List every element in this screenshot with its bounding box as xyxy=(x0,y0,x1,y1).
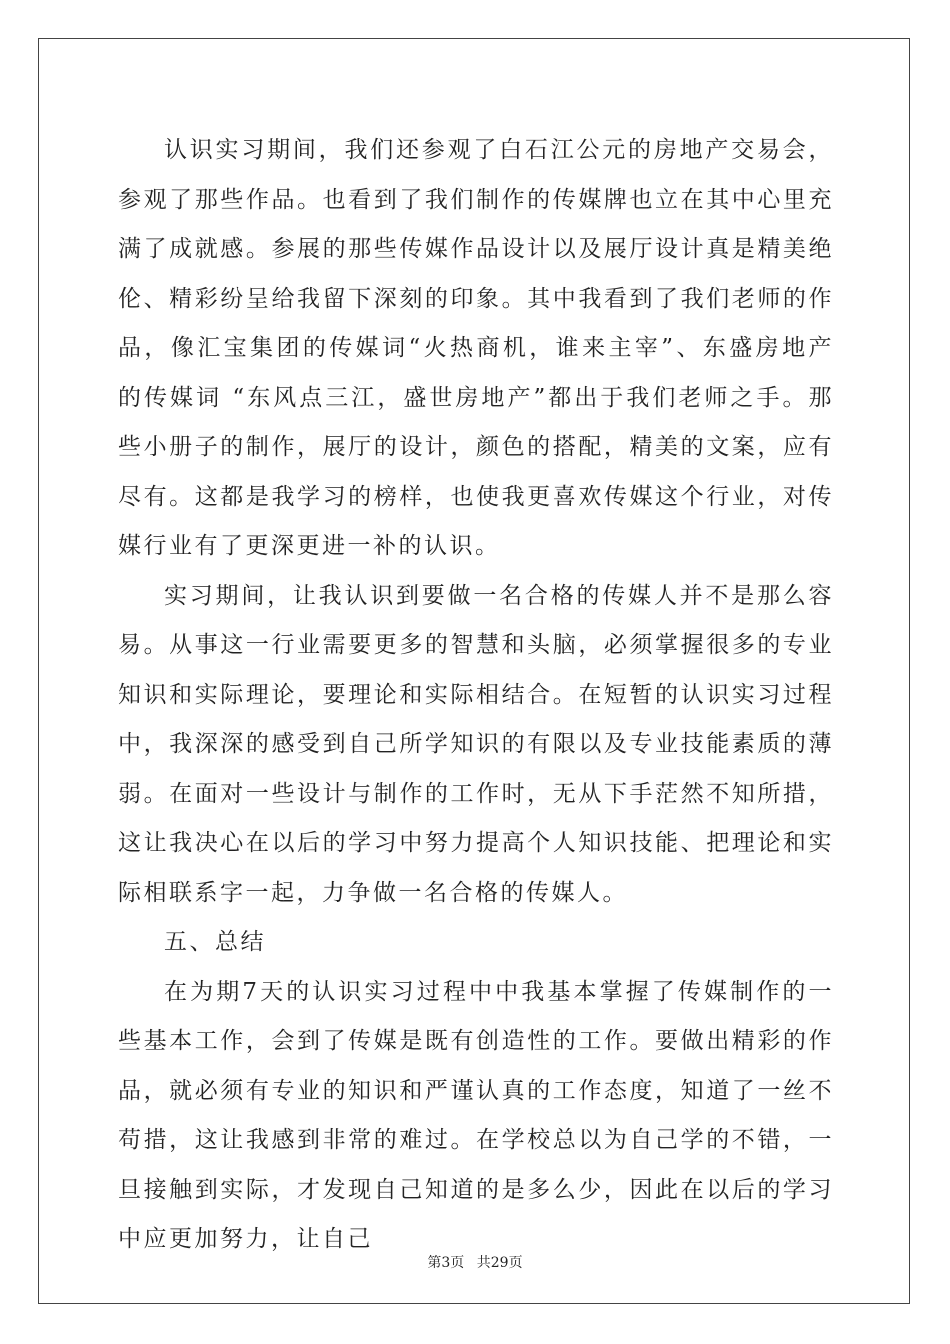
paragraph-2: 实习期间，让我认识到要做一名合格的传媒人并不是那么容易。从事这一行业需要更多的智慧和头脑，必须掌握很多的专业知识和实际理论，要理论和实际相结合。在短暂的认识实习过程中，我深深的感受到自己所学知识的有限以及专业技能素质的薄弱。在面对一些设计与制作的工作时，无从下手茫然不知所措，这让我决心在以后的学习中努力提高个人知识技能、把理论和实际相联系字一起，力争做一名合格的传媒人。 xyxy=(118,582,834,906)
paragraph-1: 认识实习期间，我们还参观了白石江公元的房地产交易会，参观了那些作品。也看到了我们制作的传媒牌也立在其中心里充满了成就感。参展的那些传媒作品设计以及展厅设计真是精美绝伦、精彩纷呈给我留下深刻的印象。其中我看到了我们老师的作品，像汇宝集团的传媒词“火热商机，谁来主宰”、东盛房地产的传媒词 “东风点三江，盛世房地产”都出于我们老师之手。那些小册子的制作，展厅的设计，颜色的搭配，精美的文案，应有尽有。这都是我学习的榜样，也使我更喜欢传媒这个行业，对传媒行业有了更深更进一补的认识。 xyxy=(118,137,834,559)
page-footer xyxy=(0,1252,950,1272)
section-heading: 五、总结 xyxy=(164,929,266,955)
page-total: 共29页 xyxy=(476,1255,523,1271)
paragraph-3: 在为期7天的认识实习过程中中我基本掌握了传媒制作的一些基本工作，会到了传媒是既有创造性的工作。要做出精彩的作品，就必须有专业的知识和严谨认真的工作态度，知道了一丝不苟措，这让我感到非常的难过。在学校总以为自己学的不错，一旦接触到实际，才发现自己知道的是多么少，因此在以后的学习中应更加努力，让自己 xyxy=(118,978,834,1252)
document-body xyxy=(118,126,834,1265)
page-number: 第3页 xyxy=(427,1255,465,1271)
